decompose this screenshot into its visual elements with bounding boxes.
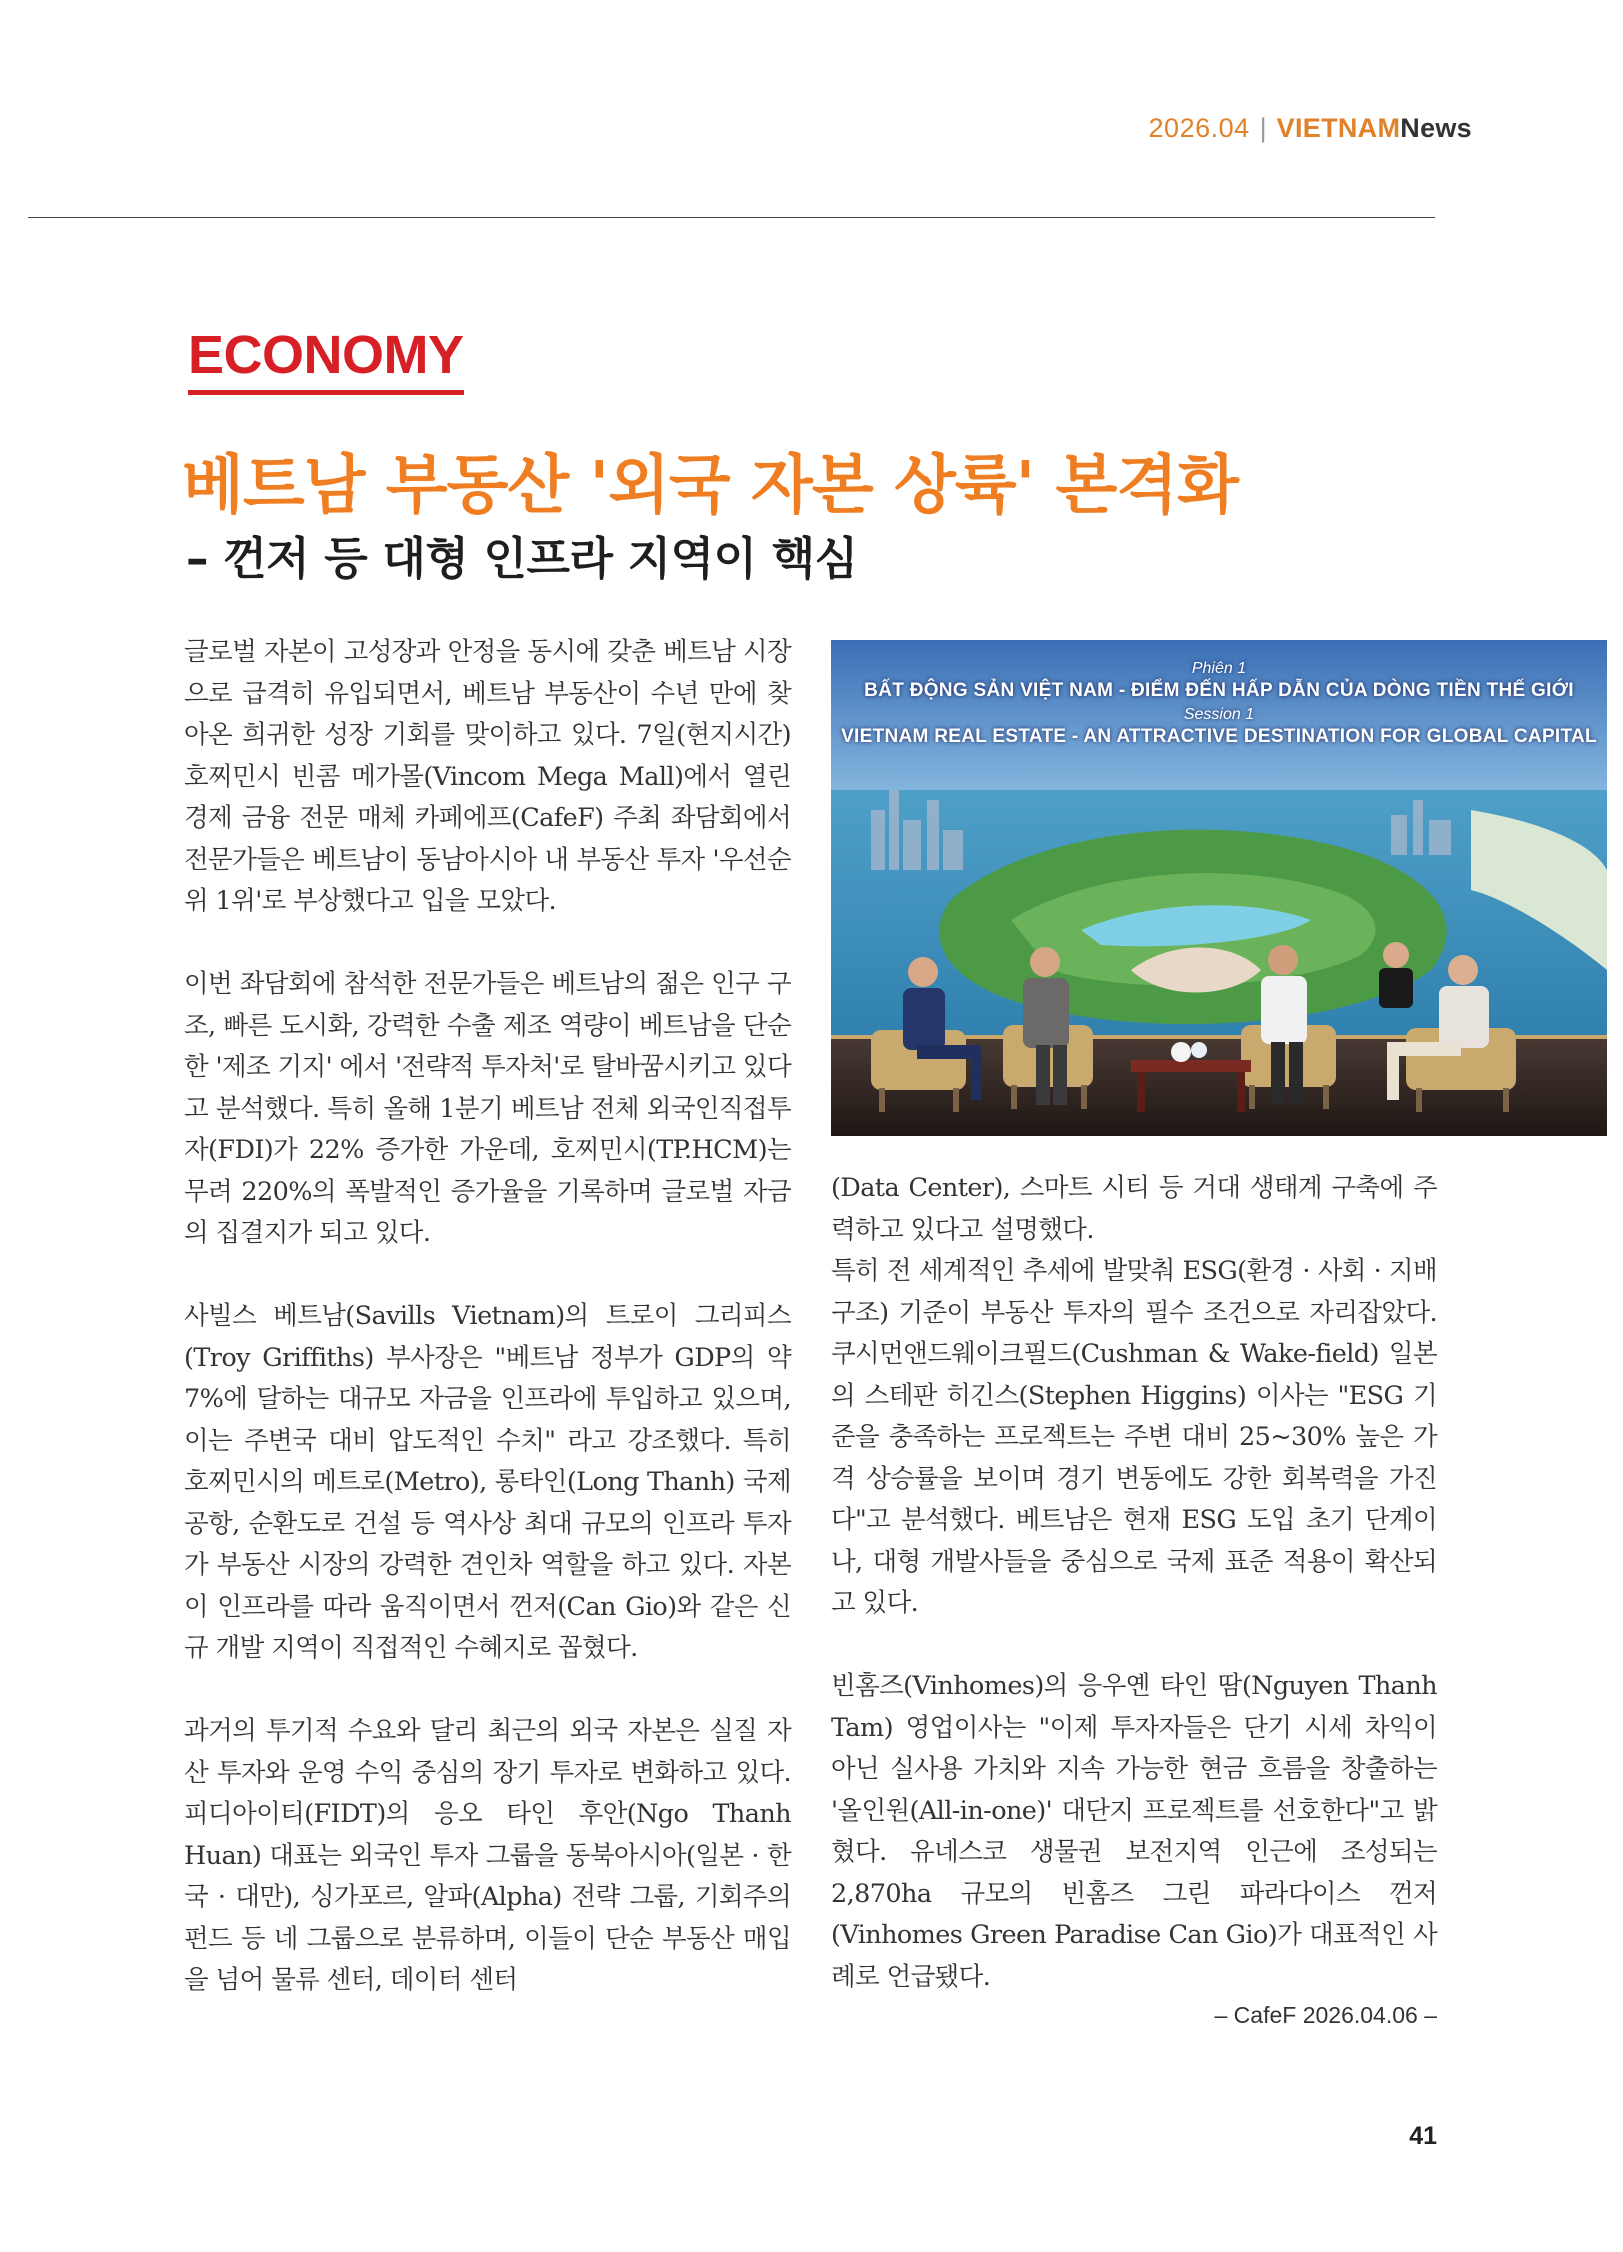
magazine-brand xyxy=(1277,113,1472,144)
article-column-right xyxy=(831,1168,1437,1998)
paragraph-2: 이번 좌담회에 참석한 전문가들은 베트남의 젊은 인구 구조, 빠른 도시화, 강력한 수출 제조 역량이 베트남을 단순한 '제조 기지' 에서 '전략적 투자처'로 탈바꿈시키고 있다고 분석했다. 특히 올해 1분기 베트남 전체 외국인직접투자(FDI)가 22% 증가한 가운데, 호찌민시(TP.HCM)는 무려 220%의 폭발적인 증가율을 기록하며 글로벌 자금의 집결지가 되고 있다. xyxy=(184,969,791,1248)
headline: 베트남 부동산 '외국 자본 상륙' 본격화 xyxy=(182,449,1238,523)
article-photo xyxy=(831,640,1607,1136)
paragraph-6: 빈홈즈(Vinhomes)의 응우옌 타인 땀(Nguyen Thanh Tam) 영업이사는 "이제 투자자들은 단기 시세 차익이 아닌 실사용 가치와 지속 가능한 현금 흐름을 창출하는 '올인원(All-in-one)' 대단지 프로젝트를 선호한다"고 밝혔다. 유네스코 생물권 보전지역 인근에 조성되는 2,870ha 규모의 빈홈즈 그린 파라다이스 껀저(Vinhomes Green Paradise Can Gio)가 대표적인 사례로 언급됐다. xyxy=(831,1671,1437,1992)
banner-title-vn: BẤT ĐỘNG SẢN VIỆT NAM - ĐIỂM ĐẾN HẤP DẪN CỦA DÒNG TIỀN THẾ GIỚI xyxy=(864,680,1574,701)
page-number: 41 xyxy=(1409,2122,1437,2150)
banner-title-en: VIETNAM REAL ESTATE - AN ATTRACTIVE DESTINATION FOR GLOBAL CAPITAL xyxy=(841,726,1597,747)
paragraph-3: 사빌스 베트남(Savills Vietnam)의 트로이 그리피스(Troy Griffiths) 부사장은 "베트남 정부가 GDP의 약 7%에 달하는 대규모 자금을 인프라에 투입하고 있으며, 이는 주변국 대비 압도적인 수치" 라고 강조했다. 특히 호찌민시의 메트로(Metro), 롱타인(Long Thanh) 국제공항, 순환도로 건설 등 역사상 최대 규모의 인프라 투자가 부동산 시장의 강력한 견인차 역할을 하고 있다. 자본이 인프라를 따라 움직이면서 껀저(Can Gio)와 같은 신규 개발 지역이 직접적인 수혜지로 꼽혔다. xyxy=(184,1301,791,1663)
paragraph-5: 특히 전 세계적인 추세에 발맞춰 ESG(환경 · 사회 · 지배구조) 기준이 부동산 투자의 필수 조건으로 자리잡았다. 쿠시먼앤드웨이크필드(Cushman & Wake-field) 일본의 스테판 히긴스(Stephen Higgins) 이사는 "ESG 기준을 충족하는 프로젝트는 주변 대비 25~30% 높은 가격 상승률을 보이며 경기 변동에도 강한 회복력을 가진다"고 분석했다. 베트남은 현재 ESG 도입 초기 단계이나, 대형 개발사들을 중심으로 국제 표준 적용이 확산되고 있다. xyxy=(831,1256,1437,1618)
brand-part1: VIETNAM xyxy=(1276,113,1401,143)
subheadline: – 껀저 등 대형 인프라 지역이 핵심 xyxy=(186,532,858,585)
paragraph-4-part1: 과거의 투기적 수요와 달리 최근의 외국 자본은 실질 자산 투자와 운영 수익 중심의 장기 투자로 변화하고 있다. 피디아이티(FIDT)의 응오 타인 후안(Ngo Thanh Huan) 대표는 외국인 투자 그룹을 동북아시아(일본 · 한국 · 대만), 싱가포르, 알파(Alpha) 전략 그룹, 기회주의 펀드 등 네 그룹으로 분류하며, 이들이 단순 부동산 매입을 넘어 물류 센터, 데이터 센터 xyxy=(184,1716,791,1995)
paragraph-1: 글로벌 자본이 고성장과 안정을 동시에 갖춘 베트남 시장으로 급격히 유입되면서, 베트남 부동산이 수년 만에 찾아온 희귀한 성장 기회를 맞이하고 있다. 7일(현지시간) 호찌민시 빈콤 메가몰(Vincom Mega Mall)에서 열린 경제 금융 전문 매체 카페에프(CafeF) 주최 좌담회에서 전문가들은 베트남이 동남아시아 내 부동산 투자 '우선순위 1위'로 부상했다고 입을 모았다. xyxy=(184,637,791,916)
page-header xyxy=(1149,113,1472,144)
paragraph-4-part2: (Data Center), 스마트 시티 등 거대 생태계 구축에 주력하고 있다고 설명했다. xyxy=(831,1173,1437,1245)
banner-phien: Phiên 1 xyxy=(1191,660,1247,677)
article-column-left xyxy=(184,632,791,2002)
header-rule xyxy=(28,217,1435,218)
section-label: ECONOMY xyxy=(188,327,464,395)
banner-session: Session 1 xyxy=(1183,706,1255,723)
brand-part2: News xyxy=(1400,113,1472,143)
issue-date: 2026.04 xyxy=(1148,113,1250,143)
header-separator: | xyxy=(1259,113,1267,143)
article-source: – CafeF 2026.04.06 – xyxy=(1214,2002,1437,2028)
